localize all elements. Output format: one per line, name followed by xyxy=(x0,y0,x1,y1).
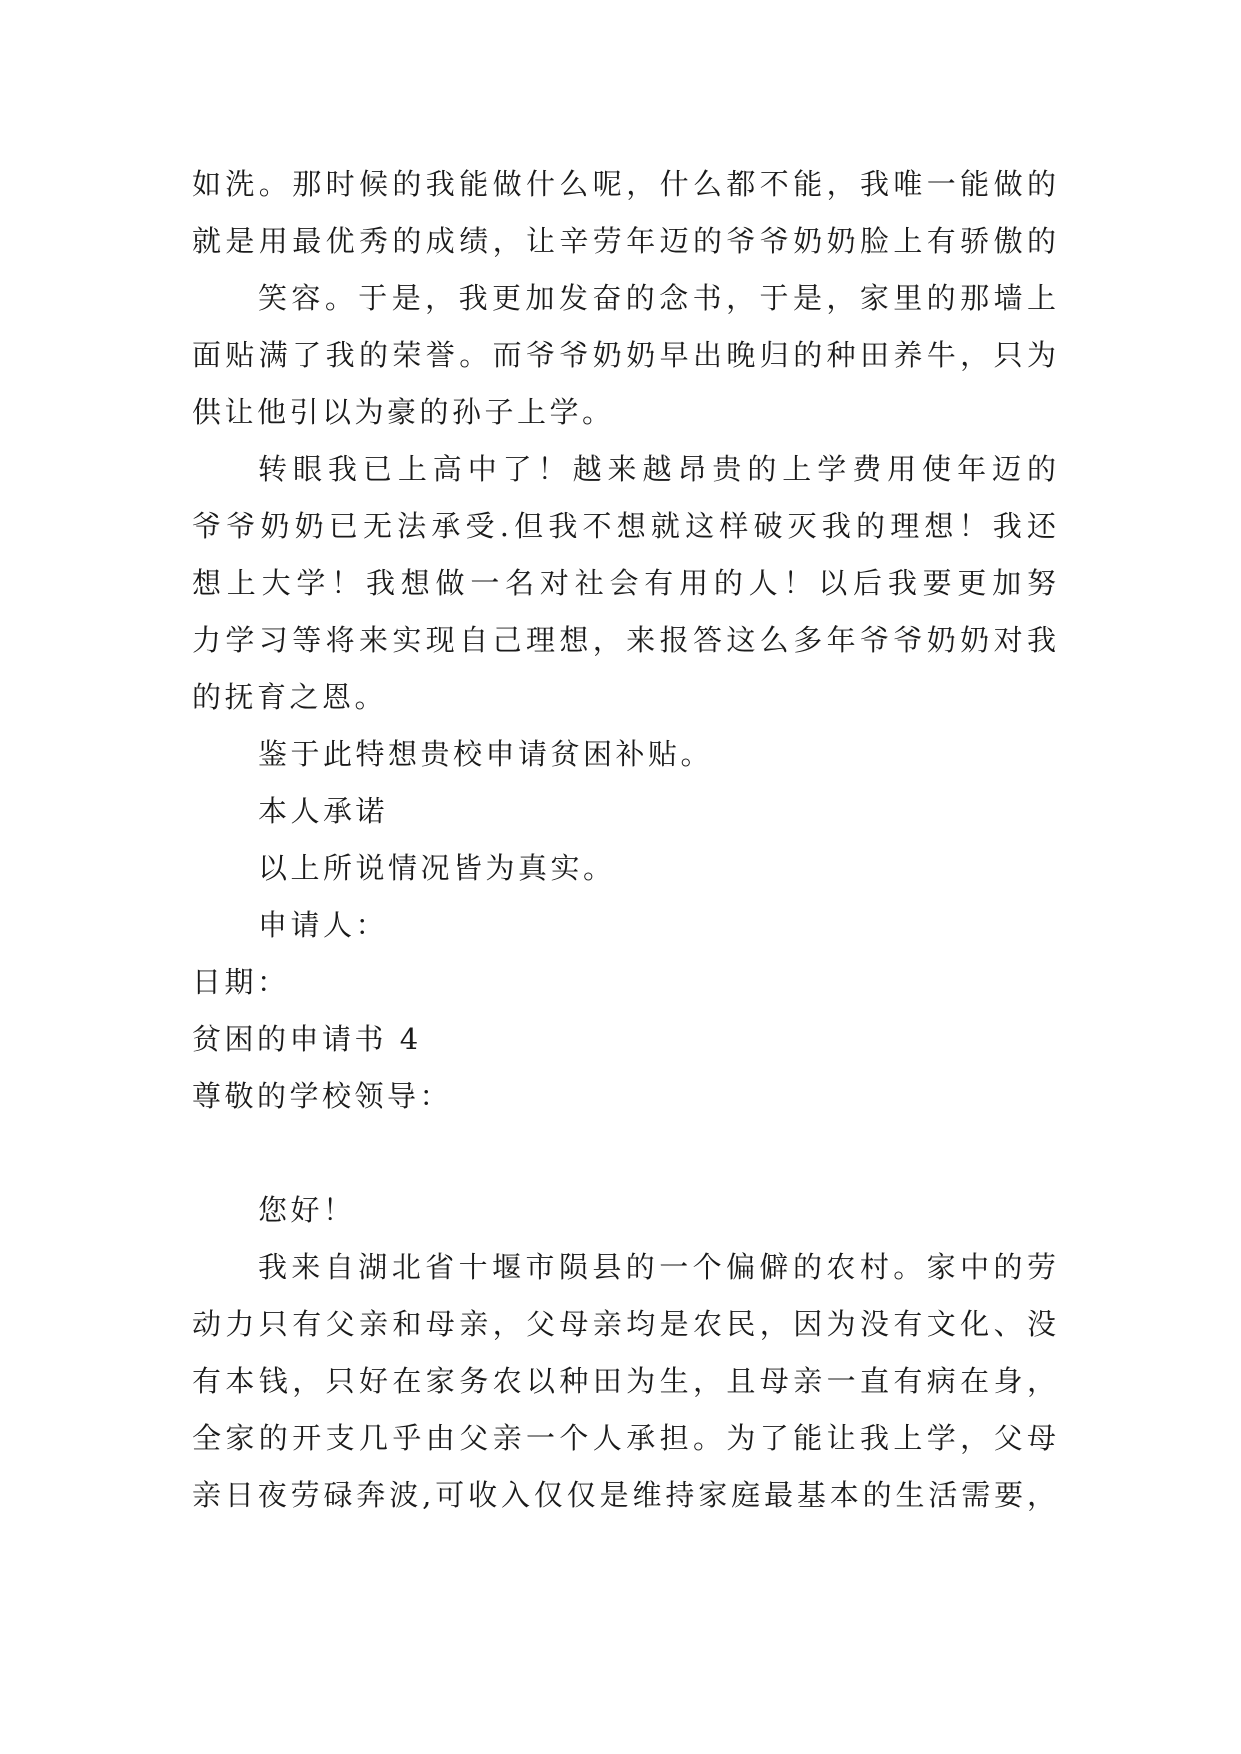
salutation: 尊敬的学校领导： xyxy=(192,1079,453,1113)
date-line: 日期： xyxy=(192,965,290,999)
text-line: 想上大学！我想做一名对社会有用的人！以后我要更加努 xyxy=(192,566,1056,600)
text-line: 全家的开支几乎由父亲一个人承担。为了能让我上学，父母 xyxy=(192,1421,1056,1455)
section-title: 贫困的申请书 4 xyxy=(192,1022,422,1056)
text-line: 就是用最优秀的成绩，让辛劳年迈的爷爷奶奶脸上有骄傲的 xyxy=(192,224,1056,258)
text-line: 有本钱，只好在家务农以种田为生，且母亲一直有病在身， xyxy=(192,1364,1056,1398)
text-line: 如洗。那时候的我能做什么呢，什么都不能，我唯一能做的 xyxy=(192,167,1056,201)
text-line: 亲日夜劳碌奔波,可收入仅仅是维持家庭最基本的生活需要， xyxy=(192,1478,1056,1512)
document-body xyxy=(192,156,1056,1524)
text-line: 我来自湖北省十堰市陨县的一个偏僻的农村。家中的劳 xyxy=(258,1250,1056,1284)
text-line: 的抚育之恩。 xyxy=(192,680,388,714)
blank-line xyxy=(192,1125,1056,1182)
greeting: 您好！ xyxy=(258,1193,356,1227)
text-line: 鉴于此特想贵校申请贫困补贴。 xyxy=(258,737,714,771)
text-line: 力学习等将来实现自己理想，来报答这么多年爷爷奶奶对我 xyxy=(192,623,1056,657)
text-line: 面贴满了我的荣誉。而爷爷奶奶早出晚归的种田养牛，只为 xyxy=(192,338,1056,372)
text-line: 笑容。于是，我更加发奋的念书，于是，家里的那墙上 xyxy=(258,281,1056,315)
text-line: 爷爷奶奶已无法承受.但我不想就这样破灭我的理想！我还 xyxy=(192,509,1056,543)
text-line: 以上所说情况皆为真实。 xyxy=(258,851,616,885)
text-line: 转眼我已上高中了！越来越昂贵的上学费用使年迈的 xyxy=(258,452,1056,486)
text-line: 本人承诺 xyxy=(258,794,389,828)
text-line: 供让他引以为豪的孙子上学。 xyxy=(192,395,615,429)
text-line: 动力只有父亲和母亲，父母亲均是农民，因为没有文化、没 xyxy=(192,1307,1056,1341)
applicant-line: 申请人： xyxy=(258,908,389,942)
